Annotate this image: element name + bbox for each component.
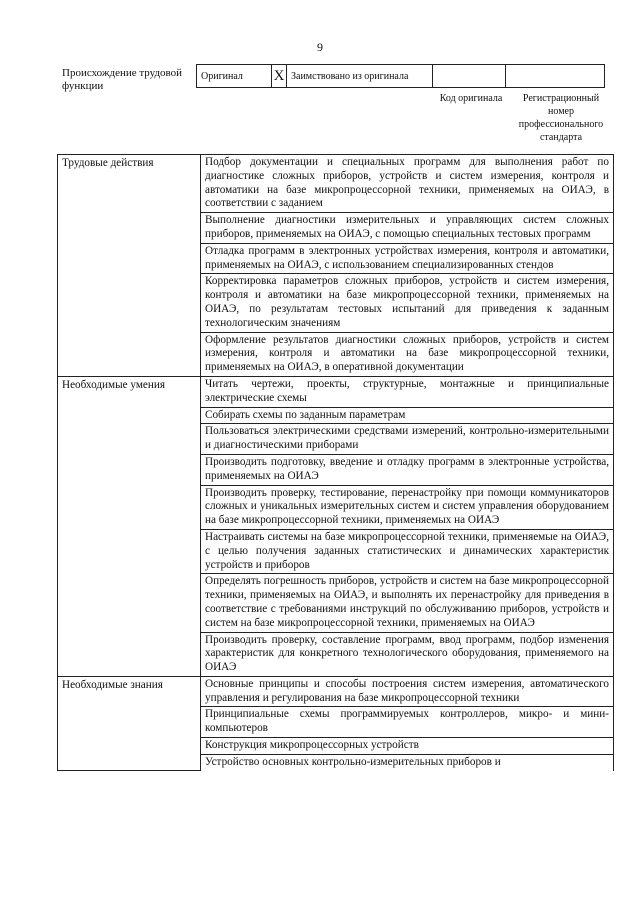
action-item: Подбор документации и специальных программ для выполнения работ по диагностике сложных приборов, устройств и систем измерения, контроля и автоматики на базе микропроцессорной техники, применяемых на ОИАЭ, в соответствии с заданием <box>201 155 614 213</box>
skill-item: Пользоваться электрическими средствами измерений, контрольно-измерительными и диагностическими приборами <box>201 424 614 455</box>
knowledge-item: Конструкция микропроцессорных устройств <box>201 738 614 755</box>
skill-item: Определять погрешность приборов, устройств и систем на базе микропроцессорной техники, применяемых на ОИАЭ, и выполнять их перенастройку для приведения в соответствие с требованиями инструкций по обслуживанию приборов, устройств и систем на базе микропроцессорной техники, применяемых на ОИАЭ <box>201 574 614 632</box>
page-number: 9 <box>317 40 323 54</box>
action-item: Корректировка параметров сложных приборов, устройств и систем измерения, контроля и автоматики на базе микропроцессорной техники, применяемых на ОИАЭ, по результатам тестовых испытаний для приведения к заданным технологическим значениям <box>201 274 614 332</box>
origin-label: Происхождение трудовой функции <box>62 67 183 92</box>
action-item: Отладка программ в электронных устройствах измерения, контроля и автоматики, применяемых на ОИАЭ, с использованием специализированных стендов <box>201 243 614 274</box>
skill-item: Производить проверку, тестирование, перенастройку при помощи коммуникаторов сложных и уникальных измерительных систем и систем управления оборудованием на базе микропроцессорной техники, применяемых на ОИАЭ <box>201 485 614 529</box>
skill-item: Собирать схемы по заданным параметрам <box>201 407 614 424</box>
origin-table <box>196 64 605 88</box>
skill-item: Производить подготовку, введение и отладку программ в электронные устройства, применяемых на ОИАЭ <box>201 454 614 485</box>
action-item: Выполнение диагностики измерительных и управляющих систем сложных приборов, применяемых на ОИАЭ, с помощью специальных тестовых программ <box>201 213 614 244</box>
table-row <box>58 676 614 707</box>
action-item: Оформление результатов диагностики сложных приборов, устройств и систем измерения, контроля и автоматики на базе микропроцессорной техники, применяемых на ОИАЭ, в оперативной документации <box>201 332 614 376</box>
knowledge-item: Основные принципы и способы построения систем измерения, автоматического управления и регулирования на базе микропроцессорной техники <box>201 676 614 707</box>
original-cell: Оригинал <box>197 65 272 88</box>
knowledge-item: Устройство основных контрольно-измерительных приборов и <box>201 754 614 770</box>
knowledge-item: Принципиальные схемы программируемых контроллеров, микро- и мини-компьютеров <box>201 707 614 738</box>
original-mark: X <box>272 65 287 88</box>
reg-number-cell <box>506 65 605 88</box>
skill-item: Читать чертежи, проекты, структурные, монтажные и принципиальные электрические схемы <box>201 376 614 407</box>
skill-item: Производить проверку, составление программ, ввод программ, подбор изменения характеристик для конкретного технологического оборудования, применяемого на ОИАЭ <box>201 632 614 676</box>
section-title-skills: Необходимые умения <box>58 376 201 676</box>
borrowed-cell: Заимствовано из оригинала <box>287 65 433 88</box>
skill-item: Настраивать системы на базе микропроцессорной техники, применяемые на ОИАЭ, с целью получения заданных статистических и динамических характеристик устройств и приборов <box>201 529 614 573</box>
code-original-label: Код оригинала <box>439 93 503 104</box>
table-row <box>58 376 614 407</box>
section-title-knowledge: Необходимые знания <box>58 676 201 770</box>
code-cell <box>433 65 506 88</box>
section-title-actions: Трудовые действия <box>58 155 201 377</box>
table-row <box>58 155 614 213</box>
labor-function-table <box>57 154 614 771</box>
reg-number-label: Регистрационный номер профессионального стандарта <box>518 93 604 143</box>
